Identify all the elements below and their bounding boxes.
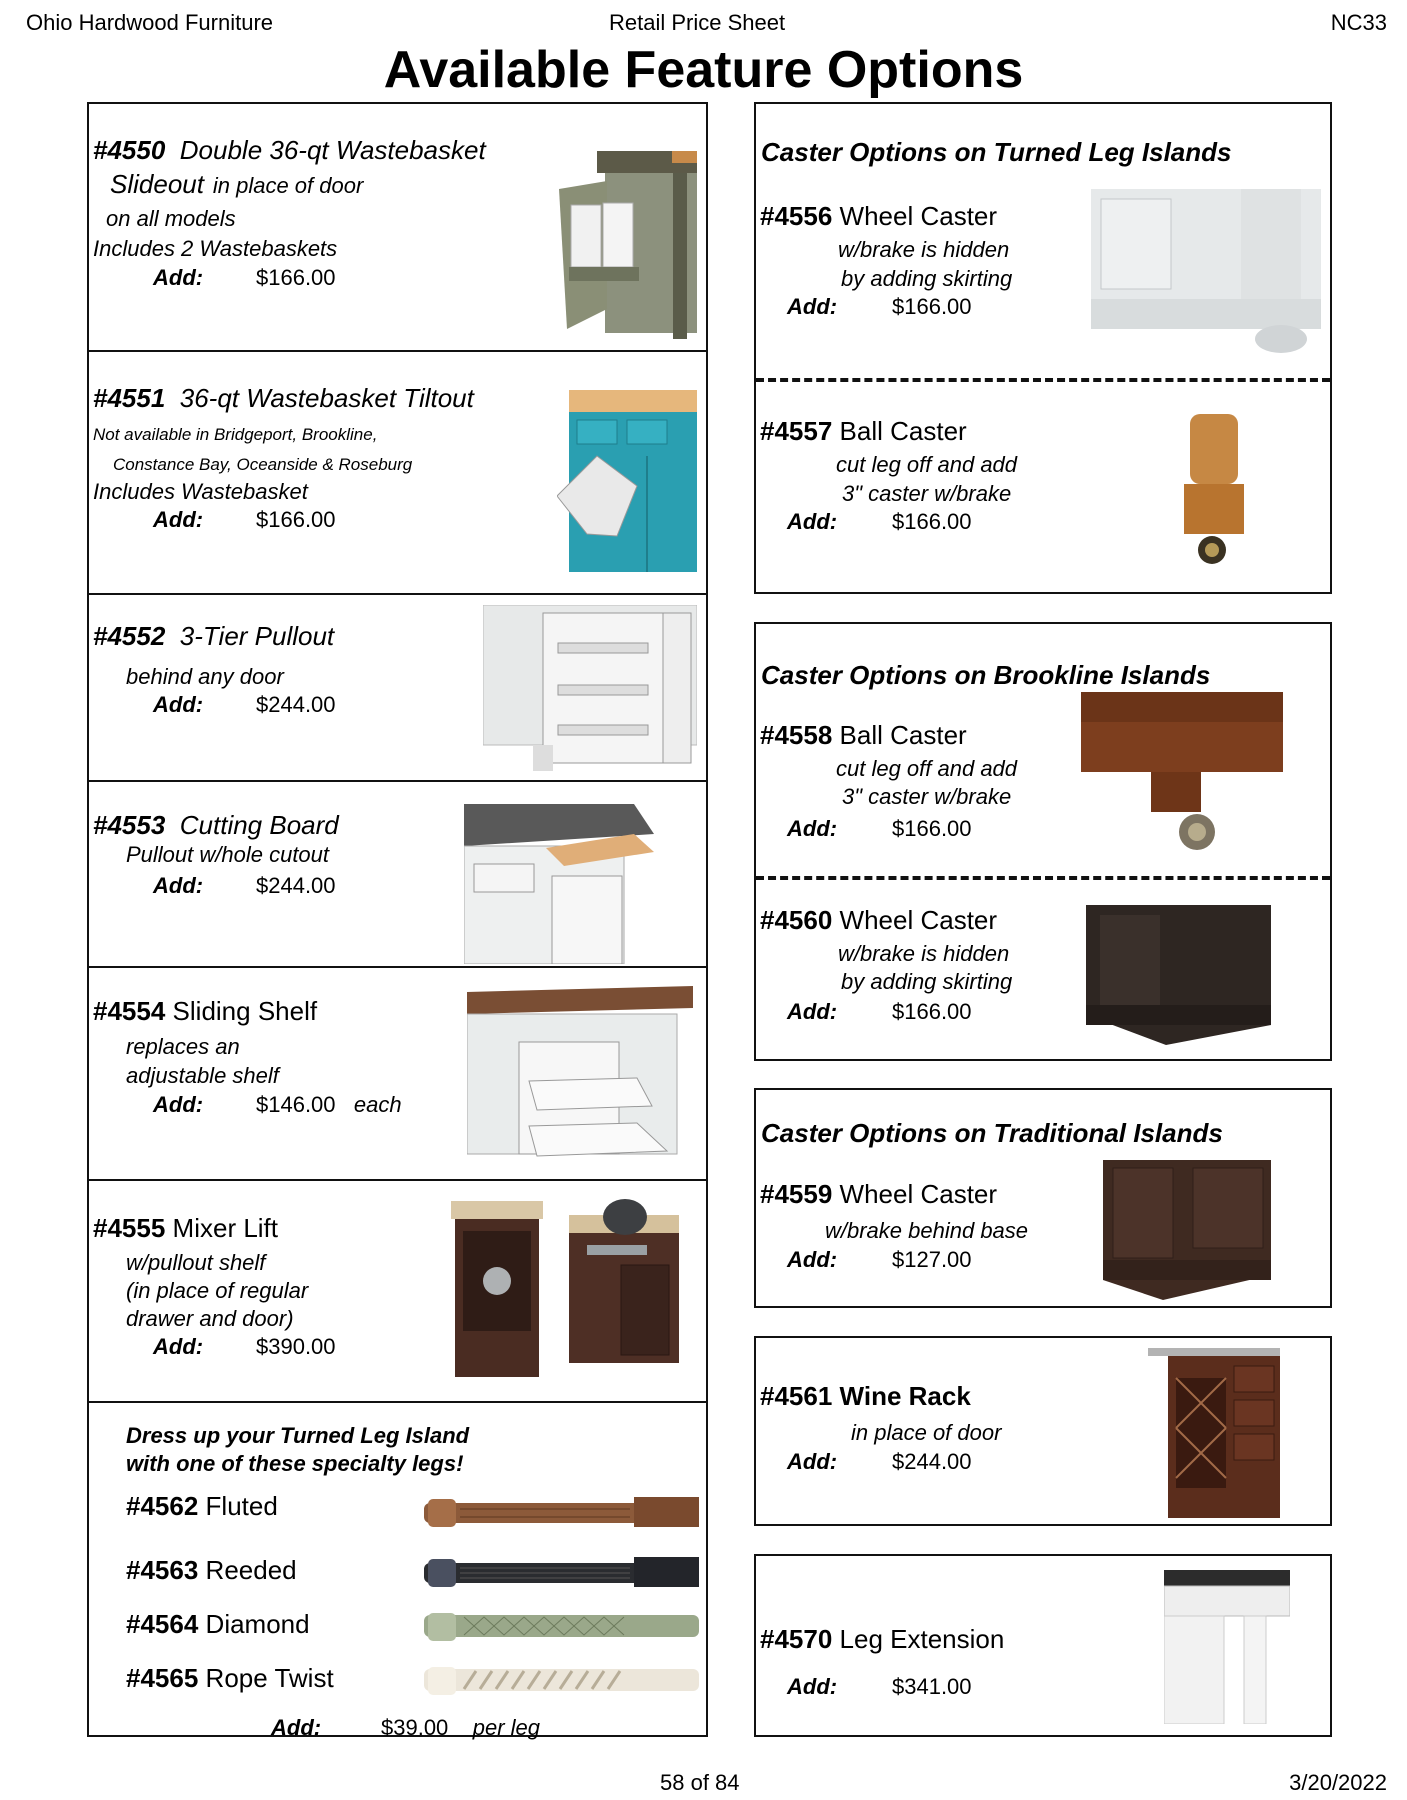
option-note: w/brake behind base [825, 1218, 1029, 1243]
option-number: #4551 [93, 383, 166, 413]
leg-number: #4563 [126, 1555, 199, 1585]
leg-name: Diamond [205, 1609, 310, 1639]
price-unit: per leg [472, 1715, 541, 1740]
option-price: $244.00 [892, 1449, 972, 1474]
option-number: #4560 [760, 905, 833, 935]
option-number: #4570 [760, 1624, 833, 1654]
option-number: #4558 [760, 720, 833, 750]
ball-caster-leg-image [1176, 414, 1251, 566]
option-4560 [756, 877, 1330, 1063]
option-price: $166.00 [892, 816, 972, 841]
add-label: Add: [153, 507, 204, 532]
page-number: 58 of 84 [660, 1770, 740, 1795]
option-name: Wheel Caster [839, 905, 998, 935]
option-note: in place of door [851, 1420, 1002, 1445]
option-name: 3-Tier Pullout [179, 621, 335, 651]
leg-number: #4562 [126, 1491, 199, 1521]
traditional-wheel-caster-image [1103, 1160, 1271, 1300]
option-4552 [89, 593, 706, 780]
option-price: $166.00 [892, 294, 972, 319]
option-4553 [89, 780, 706, 966]
section-heading: Caster Options on Traditional Islands [761, 1118, 1223, 1148]
leg-number: #4564 [126, 1609, 199, 1639]
option-number: #4552 [93, 621, 166, 651]
three-tier-pullout-image [483, 605, 697, 771]
option-name: Mixer Lift [172, 1213, 279, 1243]
reeded-leg-image [424, 1555, 699, 1589]
option-4559 [756, 1090, 1330, 1310]
add-label: Add: [153, 692, 204, 717]
sheet-date: 3/20/2022 [1289, 1770, 1387, 1795]
option-price: $244.00 [256, 873, 336, 898]
add-label: Add: [787, 1449, 838, 1474]
option-name: Sliding Shelf [172, 996, 318, 1026]
option-note: behind any door [126, 664, 284, 689]
option-note: by adding skirting [841, 266, 1013, 291]
specialty-legs-section [89, 1401, 706, 1739]
option-name: Wine Rack [839, 1381, 971, 1411]
left-options-panel [87, 102, 708, 1740]
option-note: cut leg off and add [836, 452, 1018, 477]
section-heading: Caster Options on Turned Leg Islands [761, 137, 1232, 167]
option-price: $390.00 [256, 1334, 336, 1359]
option-name: 36-qt Wastebasket Tiltout [179, 383, 474, 413]
option-name: Cutting Board [179, 810, 339, 840]
option-note: 3" caster w/brake [842, 481, 1012, 506]
add-label: Add: [271, 1715, 322, 1740]
option-note: adjustable shelf [126, 1063, 279, 1088]
sliding-shelf-image [467, 986, 697, 1166]
option-number: #4550 [93, 135, 166, 165]
brookline-ball-caster-image [1081, 692, 1283, 857]
option-name: Leg Extension [839, 1624, 1005, 1654]
option-note: in place of door [212, 173, 364, 198]
option-4558 [756, 624, 1330, 877]
option-name: Ball Caster [839, 720, 967, 750]
option-number: #4559 [760, 1179, 833, 1209]
option-note: (in place of regular [126, 1278, 309, 1303]
sheet-title: Retail Price Sheet [609, 10, 786, 35]
add-label: Add: [153, 1334, 204, 1359]
option-note: Includes Wastebasket [93, 479, 308, 504]
leg-name: Reeded [205, 1555, 297, 1585]
option-name: Double 36-qt Wastebasket [179, 135, 486, 165]
option-note: Constance Bay, Oceanside & Roseburg [113, 455, 413, 474]
legs-price: $39.00 [381, 1715, 449, 1740]
price-unit: each [353, 1092, 402, 1117]
option-4550 [89, 104, 706, 350]
option-number: #4556 [760, 201, 833, 231]
option-number: #4553 [93, 810, 166, 840]
option-number: #4555 [93, 1213, 166, 1243]
option-note: on all models [106, 206, 236, 231]
mixer-lift-closed-image [451, 1201, 543, 1377]
option-price: $166.00 [256, 507, 336, 532]
leg-number: #4565 [126, 1663, 199, 1693]
add-label: Add: [153, 265, 204, 290]
option-4556 [756, 104, 1330, 379]
turned-leg-casters-panel [754, 102, 1332, 594]
option-4554 [89, 966, 706, 1179]
option-number: #4561 [760, 1381, 833, 1411]
option-4557 [756, 379, 1330, 596]
option-name-line2: Slideout [110, 169, 204, 199]
option-note: 3" caster w/brake [842, 784, 1012, 809]
option-note: w/brake is hidden [838, 237, 1010, 262]
cutting-board-image [464, 804, 654, 964]
option-price: $127.00 [892, 1247, 972, 1272]
traditional-casters-panel [754, 1088, 1332, 1308]
brookline-casters-panel [754, 622, 1332, 1061]
option-name: Wheel Caster [839, 201, 998, 231]
wastebasket-tiltout-image [557, 386, 697, 576]
option-4570 [754, 1554, 1332, 1737]
option-name: Wheel Caster [839, 1179, 998, 1209]
option-number: #4557 [760, 416, 833, 446]
company-name: Ohio Hardwood Furniture [26, 10, 274, 35]
option-note: drawer and door) [126, 1306, 294, 1331]
add-label: Add: [787, 1247, 838, 1272]
option-note: Pullout w/hole cutout [126, 842, 330, 867]
option-price: $341.00 [892, 1674, 972, 1699]
option-note: Not available in Bridgeport, Brookline, [93, 425, 378, 444]
wheel-caster-skirting-image [1091, 189, 1321, 359]
wine-rack-image [1148, 1348, 1280, 1518]
diamond-leg-image [424, 1609, 699, 1643]
add-label: Add: [787, 816, 838, 841]
add-label: Add: [787, 1674, 838, 1699]
add-label: Add: [153, 873, 204, 898]
add-label: Add: [153, 1092, 204, 1117]
wastebasket-slideout-image [557, 149, 697, 339]
leg-name: Rope Twist [205, 1663, 334, 1693]
option-price: $166.00 [892, 509, 972, 534]
option-note: w/pullout shelf [126, 1250, 266, 1275]
legs-heading-line2: with one of these specialty legs! [126, 1451, 464, 1476]
option-note: w/brake is hidden [838, 941, 1010, 966]
fluted-leg-image [424, 1495, 699, 1529]
option-note: cut leg off and add [836, 756, 1018, 781]
add-label: Add: [787, 509, 838, 534]
option-4555 [89, 1179, 706, 1401]
brookline-wheel-caster-image [1086, 905, 1271, 1045]
mixer-lift-open-image [569, 1195, 679, 1363]
option-note: by adding skirting [841, 969, 1013, 994]
add-label: Add: [787, 999, 838, 1024]
section-heading: Caster Options on Brookline Islands [761, 660, 1211, 690]
option-price: $166.00 [892, 999, 972, 1024]
option-price: $244.00 [256, 692, 336, 717]
option-number: #4554 [93, 996, 166, 1026]
add-label: Add: [787, 294, 838, 319]
option-note: Includes 2 Wastebaskets [93, 236, 338, 261]
page-title: Available Feature Options [383, 41, 1024, 99]
option-price: $166.00 [256, 265, 336, 290]
option-4551 [89, 350, 706, 593]
sheet-code: NC33 [1330, 10, 1387, 35]
option-name: Ball Caster [839, 416, 967, 446]
legs-heading-line1: Dress up your Turned Leg Island [126, 1423, 470, 1448]
rope-twist-leg-image [424, 1663, 699, 1697]
leg-name: Fluted [205, 1491, 278, 1521]
option-4561 [754, 1336, 1332, 1526]
option-note: replaces an [126, 1034, 240, 1059]
leg-extension-image [1164, 1570, 1290, 1724]
option-price: $146.00 [256, 1092, 336, 1117]
